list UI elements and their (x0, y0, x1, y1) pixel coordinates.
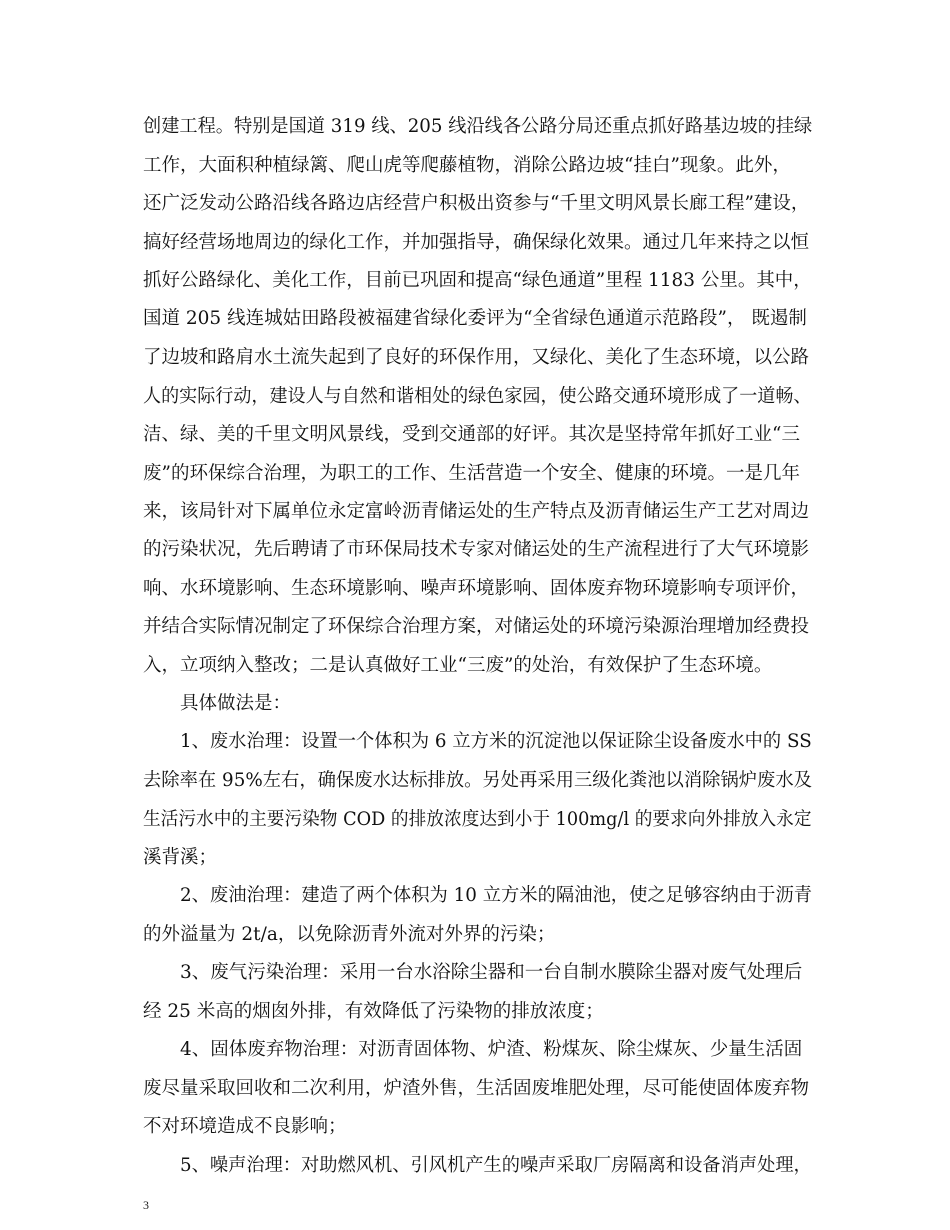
body-text-line: 工作，大面积种植绿篱、爬山虎等爬藤植物，消除公路边坡“挂白”现象。此外， (143, 155, 791, 176)
body-text-line: 去除率在 95%左右，确保废水达标排放。另处再采用三级化粪池以消除锅炉废水及 (143, 770, 812, 791)
body-text-line: 废尽量采取回收和二次利用，炉渣外售，生活固废堆肥处理，尽可能使固体废弃物 (143, 1078, 810, 1099)
body-text-line: 还广泛发动公路沿线各路边店经营户积极出资参与“千里文明风景长廊工程”建设， (143, 193, 810, 214)
body-text-line: 的污染状况，先后聘请了市环保局技术专家对储运处的生产流程进行了大气环境影 (143, 539, 810, 560)
body-text-line: 不对环境造成不良影响； (143, 1116, 347, 1137)
body-text-line: 5、噪声治理：对助燃风机、引风机产生的噪声采取厂房隔离和设备消声处理， (180, 1155, 812, 1176)
page-number: 3 (143, 1198, 149, 1212)
body-text-line: 经 25 米高的烟囱外排，有效降低了污染物的排放浓度； (143, 1001, 604, 1022)
body-text-line: 2、废油治理：建造了两个体积为 10 立方米的隔油池，使之足够容纳由于沥青 (180, 885, 813, 906)
body-text-line: 创建工程。特别是国道 319 线、205 线沿线各公路分局还重点抓好路基边坡的挂绿 (143, 116, 813, 137)
body-text-line: 的外溢量为 2t/a，以免除沥青外流对外界的污染； (143, 924, 556, 945)
body-text-line: 来，该局针对下属单位永定富岭沥青储运处的生产特点及沥青储运生产工艺对周边 (143, 501, 810, 522)
body-text-line: 国道 205 线连城姑田路段被福建省绿化委评为“全省绿色通道示范路段”， 既遏制 (143, 308, 807, 329)
body-text-line: 废”的环保综合治理，为职工的工作、生活营造一个安全、健康的环境。一是几年 (143, 463, 800, 484)
body-text-line: 人的实际行动，建设人与自然和谐相处的绿色家园，使公路交通环境形成了一道畅、 (143, 386, 812, 407)
body-text-line: 响、水环境影响、生态环境影响、噪声环境影响、固体废弃物环境影响专项评价， (143, 578, 810, 599)
body-text-line: 洁、绿、美的千里文明风景线，受到交通部的好评。其次是坚持常年抓好工业“三 (143, 424, 800, 445)
body-text-line: 并结合实际情况制定了环保综合治理方案，对储运处的环境污染源治理增加经费投 (143, 616, 810, 637)
body-text-line: 了边坡和路肩水土流失起到了良好的环保作用，又绿化、美化了生态环境，以公路 (143, 347, 810, 368)
body-text-line: 入，立项纳入整改；二是认真做好工业“三废”的处治，有效保护了生态环境。 (143, 655, 773, 676)
body-text-line: 搞好经营场地周边的绿化工作，并加强指导，确保绿化效果。通过几年来持之以恒 (143, 232, 810, 253)
body-text-line: 3、废气污染治理：采用一台水浴除尘器和一台自制水膜除尘器对废气处理后 (180, 962, 803, 983)
body-text-line: 具体做法是： (180, 693, 292, 714)
body-text-line: 溪背溪； (143, 847, 218, 868)
body-text-line: 4、固体废弃物治理：对沥青固体物、炉渣、粉煤灰、除尘煤灰、少量生活固 (180, 1039, 803, 1060)
body-text-line: 生活污水中的主要污染物 COD 的排放浓度达到小于 100mg/l 的要求向外排放入永定 (143, 809, 812, 830)
body-text-line: 1、废水治理：设置一个体积为 6 立方米的沉淀池以保证除尘设备废水中的 SS (180, 731, 812, 752)
body-text-line: 抓好公路绿化、美化工作，目前已巩固和提高“绿色通道”里程 1183 公里。其中， (143, 270, 812, 291)
